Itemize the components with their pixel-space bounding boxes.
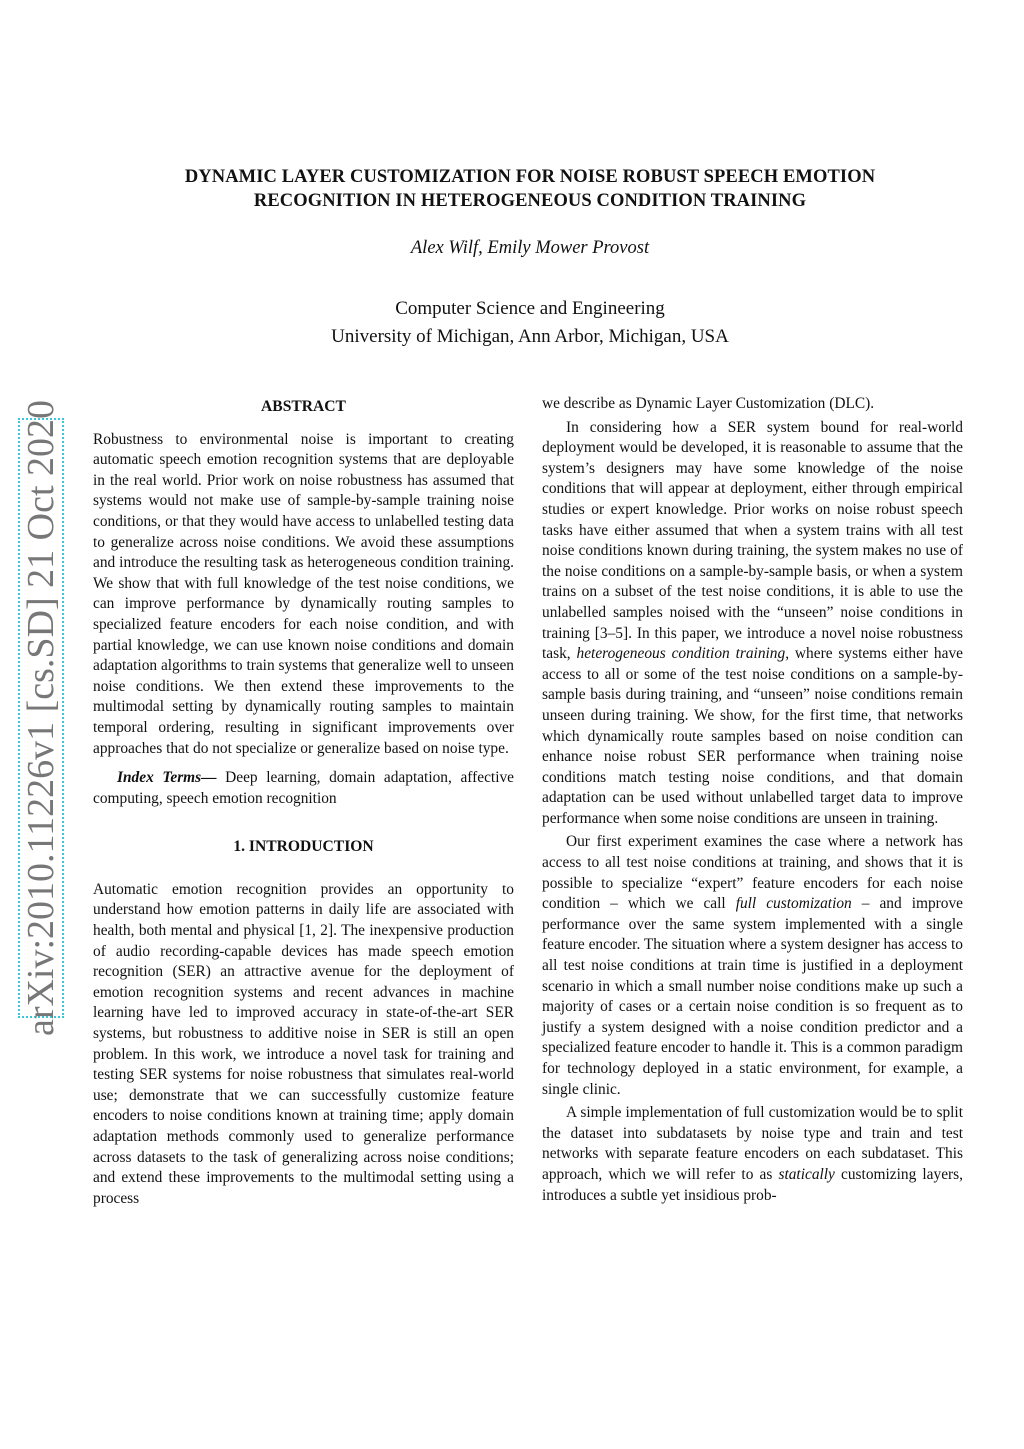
paper-title	[100, 165, 960, 213]
abstract-heading: ABSTRACT	[261, 398, 346, 415]
title-line-2: RECOGNITION IN HETEROGENEOUS CONDITION TRAINING	[253, 191, 807, 211]
intro-paragraph-1: Automatic emotion recognition provides an opportunity to understand how emotion patterns in daily life are associated with health, both mental and physical [1, 2]. The inexpensive production of audio recording-capable devices has made speech emotion recognition (SER) an attractive avenue for the deployment of emotion recognition systems and recent advances in machine learning have led to improved accuracy in state-of-the-art SER systems, but robustness to additive noise in SER is still an open problem. In this work, we introduce a novel task for training and testing SER systems for noise robustness that simulates real-world use; demonstrate that we can successfully customize feature encoders to noise conditions known at training time; apply domain adaptation methods commonly used to generalize performance across datasets to the task of generalizing across noise conditions; and extend these improvements to the multimodal setting using a process	[93, 880, 514, 1207]
index-terms-text: Deep learning, domain adaptation, affective computing, speech emotion recognition	[93, 769, 514, 807]
right-p2-emphasis: full customization	[735, 895, 852, 913]
index-terms-label: Index Terms—	[117, 769, 217, 787]
right-p1-text-b: , where systems either have access to all or some of the test noise conditions on a sample-by-sample basis during training, and “unseen” noise conditions remain unseen during training. We show, for the first time, that networks which dynamically route samples based on noise condition can enhance noise robust SER performance when training noise conditions match testing noise conditions, and that domain adaptation can be used without unlabelled target data to improve performance when some noise conditions are unseen in training.	[542, 645, 963, 827]
left-column	[93, 394, 514, 1209]
right-p3-text-b: customizing layers, introduces a subtle yet insidious prob-	[542, 1165, 963, 1204]
arxiv-identifier: arXiv:2010.11226v1 [cs.SD] 21 Oct 2020	[20, 399, 62, 1037]
right-paragraph-2	[542, 832, 963, 1100]
right-paragraph-0: we describe as Dynamic Layer Customization (DLC).	[542, 395, 875, 412]
affiliation	[100, 295, 960, 351]
right-p1-emphasis: heterogeneous condition training	[576, 645, 786, 663]
index-terms	[93, 768, 514, 809]
title-line-1: DYNAMIC LAYER CUSTOMIZATION FOR NOISE ROBUST SPEECH EMOTION	[184, 167, 876, 187]
right-p2-text-b: – and improve performance over the same system implemented with a single feature encoder. The situation where a system designer has access to all test noise conditions at train time is justified in a deployment scenario in which a small number noise conditions make up such a majority of cases or a certain noise condition is so frequent as to justify a system designed with a noise condition predictor and a specialized feature encoder to handle it. This is a common paradigm for technology deployed in a static environment, for example, a single clinic.	[542, 895, 963, 1098]
introduction-heading: 1. INTRODUCTION	[233, 838, 374, 856]
authors: Alex Wilf, Emily Mower Provost	[410, 238, 650, 258]
right-paragraph-1	[542, 418, 963, 830]
right-paragraph-3	[542, 1103, 963, 1206]
right-column	[542, 394, 963, 1206]
right-p2-text-a: Our first experiment examines the case where a network has access to all test noise conditions at training, and shows that it is possible to specialize “expert” feature encoders for each noise condition – which we call	[542, 833, 963, 913]
affiliation-department: Computer Science and Engineering	[395, 298, 665, 319]
right-p3-emphasis: statically	[778, 1165, 835, 1183]
right-p1-text-a: In considering how a SER system bound for real-world deployment would be developed, it is reasonable to assume that the system’s designers may have some knowledge of the noise conditions that will appear at deployment, either through empirical studies or expert knowledge. Prior works on noise robust speech tasks have either assumed that when a system trains with all test noise conditions known during training, the system makes no use of the noise conditions on a sample-by-sample basis, or when a system trains on a subset of the test noise conditions, it is able to use the unlabelled samples noised with the “unseen” noise conditions in training [3–5]. In this paper, we introduce a novel noise robustness task,	[542, 418, 963, 663]
arxiv-side-stamp	[18, 399, 64, 1037]
abstract-text: Robustness to environmental noise is important to creating automatic speech emotion recognition systems that are deployable in the real world. Prior work on noise robustness has assumed that systems would not make use of sample-by-sample training noise conditions, or that they would have access to unlabelled testing data to generalize across noise conditions. We avoid these assumptions and introduce the resulting task as heterogeneous condition training. We show that with full knowledge of the test noise conditions, we can improve performance by dynamically routing samples to specialized feature encoders for each noise condition, and with partial knowledge, we can use known noise conditions and domain adaptation algorithms to train systems that generalize well to unseen noise conditions. We then extend these improvements to the multimodal setting by dynamically routing samples to maintain temporal ordering, resulting in significant improvements over approaches that do not specialize or generalize based on noise type.	[93, 430, 514, 757]
right-p3-text-a: A simple implementation of full customization would be to split the dataset into subdatasets by noise type and train and test networks with separate feature encoders on each subdataset. This approach, which we will refer to as	[542, 1104, 963, 1183]
affiliation-university: University of Michigan, Ann Arbor, Michigan, USA	[331, 326, 729, 347]
